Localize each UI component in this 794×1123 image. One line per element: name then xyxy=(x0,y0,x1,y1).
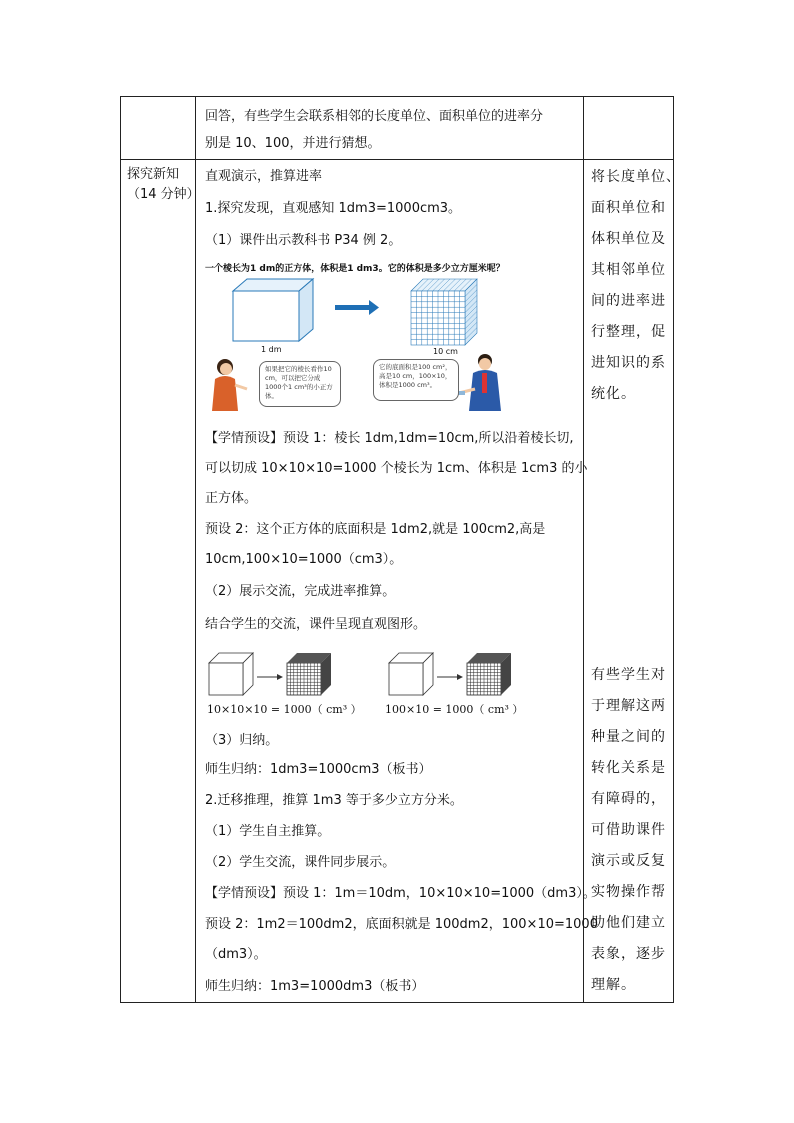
arrow-icon xyxy=(437,674,463,680)
note-line: 体积单位及 xyxy=(591,231,666,247)
column-divider-1 xyxy=(195,97,196,1002)
content-line: 师生归纳：1dm3=1000cm3（板书） xyxy=(205,762,432,777)
note-line: 其相邻单位 xyxy=(591,262,666,278)
arrow-icon xyxy=(257,674,283,680)
content-line: 【学情预设】预设 1：1m＝10dm，10×10×10=1000（dm3）。 xyxy=(205,886,596,901)
content-heading: 直观演示，推算进率 xyxy=(205,169,323,184)
formula-left: 10×10×10 = 1000（ cm³ ） xyxy=(207,703,362,716)
plain-cube-icon xyxy=(389,653,433,695)
boy-speech-bubble: 它的底面积是100 cm²，高是10 cm，100×10，体积是1000 cm³。 xyxy=(373,359,459,401)
note-line: 表象，逐步 xyxy=(591,946,666,962)
note-line: 实物操作帮 xyxy=(591,884,666,900)
content-line: （2）学生交流，课件同步展示。 xyxy=(205,855,396,870)
large-cube-icon xyxy=(233,279,313,341)
content-line: （1）课件出示教科书 P34 例 2。 xyxy=(205,233,402,248)
content-line: 结合学生的交流，课件呈现直观图形。 xyxy=(205,617,427,632)
note-line: 进知识的系 xyxy=(591,355,666,371)
column-divider-2 xyxy=(583,97,584,1002)
stage-title: 探究新知 xyxy=(127,167,180,182)
cube-edge-label: 1 dm xyxy=(261,345,282,354)
content-line: 预设 2：1m2＝100dm2，底面积就是 100dm2，100×10=1000 xyxy=(205,917,598,932)
note-line: 理解。 xyxy=(591,977,636,993)
textbook-figure xyxy=(205,261,565,413)
note-line: 面积单位和 xyxy=(591,200,666,216)
content-line: 2.迁移推理，推算 1m3 等于多少立方分米。 xyxy=(205,793,463,808)
note-line: 助他们建立 xyxy=(591,915,666,931)
lesson-plan-table xyxy=(120,96,681,1003)
content-line: （2）展示交流，完成进率推算。 xyxy=(205,584,396,599)
grid-cube-edge-label: 10 cm xyxy=(433,347,458,356)
note-line: 转化关系是 xyxy=(591,760,666,776)
note-line: 有些学生对 xyxy=(591,667,666,683)
content-line: （3）归纳。 xyxy=(205,733,279,748)
note-line: 可借助课件 xyxy=(591,822,666,838)
note-line: 统化。 xyxy=(591,386,636,402)
note-line: 将长度单位、 xyxy=(591,169,681,185)
stage-duration: （14 分钟） xyxy=(127,187,200,202)
content-line: 【学情预设】预设 1：棱长 1dm,1dm=10cm,所以沿着棱长切, xyxy=(205,431,574,446)
content-line: 师生归纳：1m3=1000dm3（板书） xyxy=(205,979,425,994)
grid-cube-icon xyxy=(287,653,331,695)
volume-conversion-figure xyxy=(205,647,525,719)
content-line: 正方体。 xyxy=(205,491,258,506)
content-line: 可以切成 10×10×10=1000 个棱长为 1cm、体积是 1cm3 的小 xyxy=(205,461,588,476)
note-line: 于理解这两 xyxy=(591,698,666,714)
girl-speech-bubble: 如果把它的棱长看作10 cm，可以把它分成1000个1 cm³的小正方体。 xyxy=(259,361,341,407)
note-line: 演示或反复 xyxy=(591,853,666,869)
row1-line-2: 别是 10、100，并进行猜想。 xyxy=(205,136,381,151)
row-divider xyxy=(121,159,673,160)
content-line: （1）学生自主推算。 xyxy=(205,824,331,839)
arrow-icon xyxy=(335,300,379,315)
figure-title: 一个棱长为1 dm的正方体，体积是1 dm3。它的体积是多少立方厘米呢？ xyxy=(205,264,505,274)
note-line: 有障碍的， xyxy=(591,791,666,807)
girl-teacher-icon xyxy=(212,359,247,411)
content-line: 预设 2：这个正方体的底面积是 1dm2,就是 100cm2,高是 xyxy=(205,522,546,537)
note-line: 间的进率进 xyxy=(591,293,666,309)
content-line: 10cm,100×10=1000（cm3）。 xyxy=(205,552,403,567)
row1-line-1: 回答，有些学生会联系相邻的长度单位、面积单位的进率分 xyxy=(205,109,544,124)
content-line: 1.探究发现，直观感知 1dm3=1000cm3。 xyxy=(205,201,462,216)
plain-cube-icon xyxy=(209,653,253,695)
content-line: （dm3）。 xyxy=(205,947,267,962)
grid-cube-icon xyxy=(467,653,511,695)
formula-right: 100×10 = 1000（ cm³ ） xyxy=(385,703,524,716)
grid-cube-icon xyxy=(411,279,477,345)
note-line: 种量之间的 xyxy=(591,729,666,745)
note-line: 行整理，促 xyxy=(591,324,666,340)
